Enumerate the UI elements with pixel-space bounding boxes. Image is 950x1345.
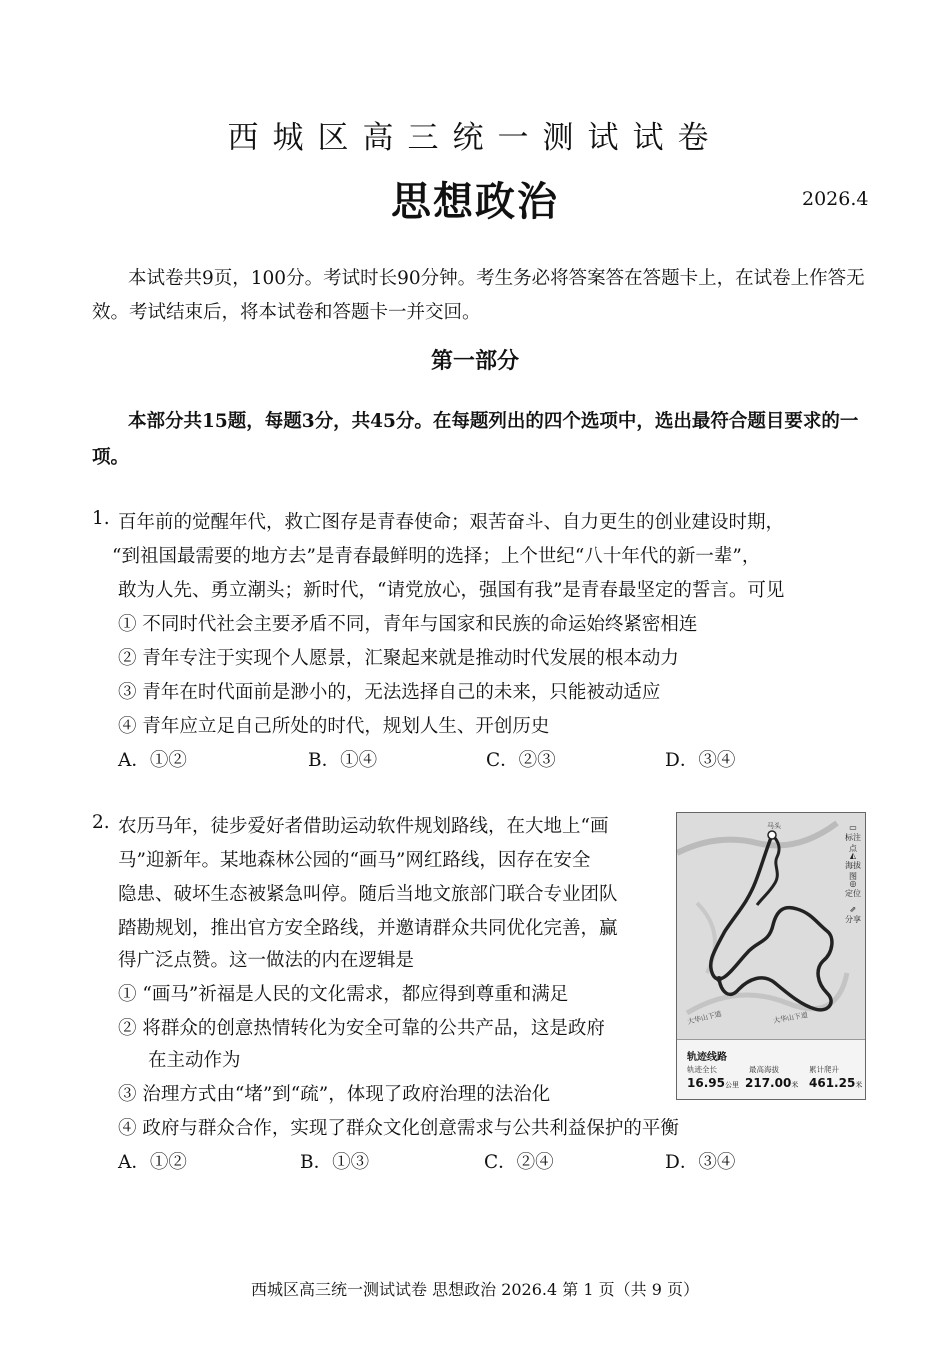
track-panel-title: 轨迹线路: [687, 1052, 727, 1063]
stat-label-climb: 累计爬升: [809, 1065, 839, 1074]
question-1-choice-d[interactable]: D．③④: [665, 750, 736, 771]
marker-button[interactable]: ▭ 标注点: [845, 823, 861, 853]
section-description: 本部分共15题，每题3分，共45分。在每题列出的四个选项中，选出最符合题目要求的一项。: [92, 411, 859, 468]
elevation-button[interactable]: ◭ 海拔图: [845, 851, 861, 881]
stat-label-length: 轨迹全长: [687, 1065, 717, 1074]
question-2-stem-line: 农历马年，徒步爱好者借助运动软件规划路线，在大地上“画: [118, 816, 609, 837]
question-2-option: ④ 政府与群众合作，实现了群众文化创意需求与公共利益保护的平衡: [118, 1118, 679, 1139]
track-stats-panel: [677, 1039, 865, 1100]
question-2-choice-c[interactable]: C．②④: [484, 1152, 554, 1173]
question-2-choice-a[interactable]: A．①②: [118, 1152, 187, 1173]
question-1-option: ④ 青年应立足自己所处的时代，规划人生、开创历史: [118, 716, 550, 737]
locate-button[interactable]: ◎ 定位: [845, 879, 861, 898]
question-2-option: ③ 治理方式由“堵”到“疏”，体现了政府治理的法治化: [118, 1084, 551, 1105]
question-1-stem-line: 百年前的觉醒年代，救亡图存是青春使命；艰苦奋斗、自力更生的创业建设时期，: [118, 512, 785, 533]
question-2-number: 2.: [92, 812, 110, 833]
question-1-choice-c[interactable]: C．②③: [486, 750, 556, 771]
question-2-choice-b[interactable]: B．①③: [300, 1152, 370, 1173]
question-2-option: ② 将群众的创意热情转化为安全可靠的公共产品，这是政府: [118, 1018, 605, 1039]
road-label: 大华山下道: [772, 1011, 809, 1025]
question-1-stem-line: 敢为人先、勇立潮头；新时代，“请党放心，强国有我”是青春最坚定的誓言。可见: [118, 580, 785, 601]
question-1-option: ① 不同时代社会主要矛盾不同，青年与国家和民族的命运始终紧密相连: [118, 614, 698, 635]
exam-instructions: 本试卷共9页，100分。考试时长90分钟。考生务必将答案答在答题卡上，在试卷上作答无效。考试结束后，将本试卷和答题卡一并交回。: [92, 268, 865, 323]
question-2-stem-line: 踏勘规划，推出官方安全路线，并邀请群众共同优化完善，赢: [118, 918, 618, 939]
question-2-stem-line: 得广泛点赞。这一做法的内在逻辑是: [118, 950, 415, 971]
question-1-option: ③ 青年在时代面前是渺小的，无法选择自己的未来，只能被动适应: [118, 682, 661, 703]
question-2-option-continuation: 在主动作为: [148, 1050, 241, 1071]
question-1-number: 1.: [92, 508, 110, 529]
share-button[interactable]: ⇗ 分享: [845, 905, 861, 924]
stat-value-climb: 461.25米: [809, 1076, 863, 1090]
subject-title: 思想政治: [391, 178, 559, 225]
route-map-figure: [676, 812, 866, 1100]
question-1-choice-b[interactable]: B．①④: [308, 750, 378, 771]
question-2-stem-line: 隐患、破坏生态被紧急叫停。随后当地文旅部门联合专业团队: [118, 884, 618, 905]
exam-title: 西城区高三统一测试试卷: [227, 120, 723, 156]
question-2-choice-d[interactable]: D．③④: [665, 1152, 736, 1173]
question-1-stem-line: “到祖国最需要的地方去”是青春最鲜明的选择；上个世纪“八十年代的新一辈”，: [112, 546, 761, 567]
route-label: 马头: [767, 822, 781, 830]
question-2-option: ① “画马”祈福是人民的文化需求，都应得到尊重和满足: [118, 984, 569, 1005]
question-1-option: ② 青年专注于实现个人愿景，汇聚起来就是推动时代发展的根本动力: [118, 648, 679, 669]
page-footer: 西城区高三统一测试试卷 思想政治 2026.4 第 1 页（共 9 页）: [251, 1280, 699, 1299]
exam-date: 2026.4: [802, 188, 869, 210]
stat-value-altitude: 217.00米: [745, 1076, 799, 1090]
route-map-image: [677, 813, 865, 1039]
section-title: 第一部分: [430, 348, 519, 374]
stat-label-altitude: 最高海拔: [749, 1065, 779, 1074]
road-label: 大华山下道: [686, 1009, 723, 1027]
question-1-choice-a[interactable]: A．①②: [118, 750, 187, 771]
stat-value-length: 16.95公里: [687, 1076, 739, 1090]
question-2-stem-line: 马”迎新年。某地森林公园的“画马”网红路线，因存在安全: [118, 850, 591, 871]
